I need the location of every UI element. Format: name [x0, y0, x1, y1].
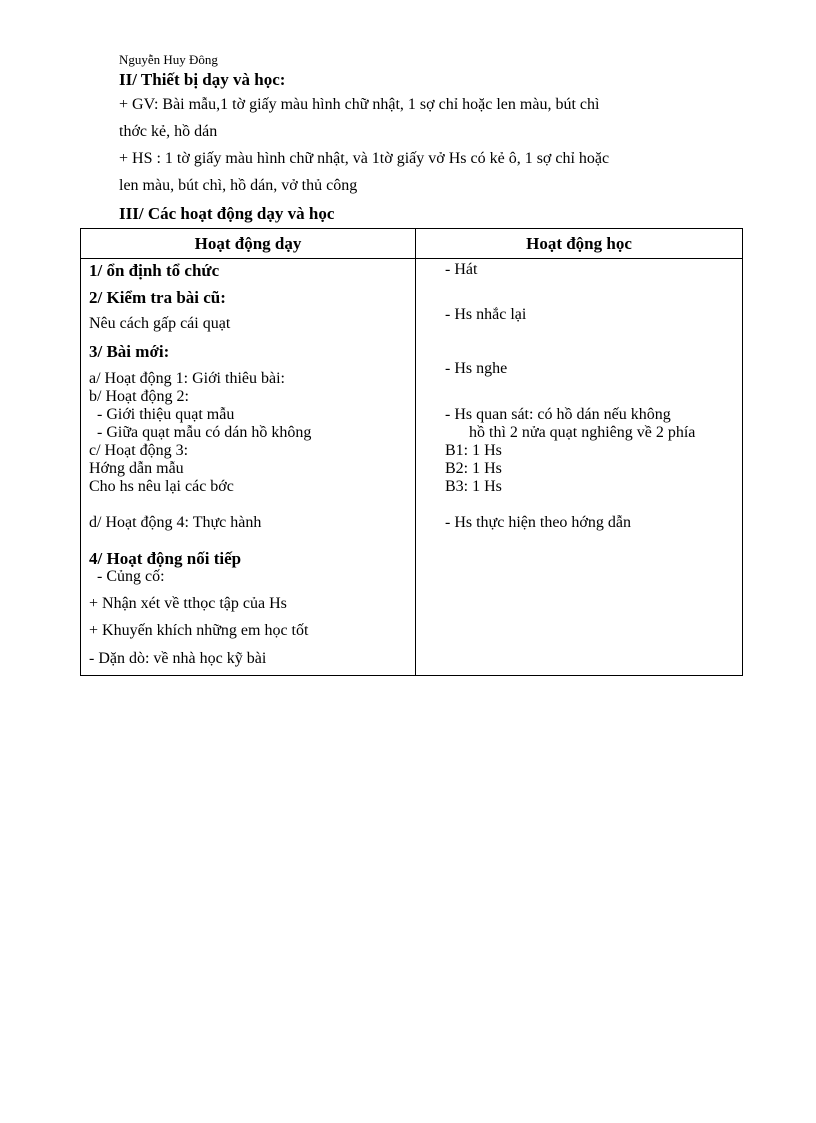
teacher-line: - Giữa quạt mẫu có dán hồ không [97, 424, 312, 441]
teacher-line: - Dặn dò: về nhà học kỹ bài [89, 650, 267, 667]
author-name: Nguyễn Huy Đông [119, 52, 218, 67]
teacher-line: - Giới thiệu quạt mẫu [97, 406, 235, 423]
student-line: - Hs thực hiện theo hớng dẫn [445, 514, 631, 531]
student-line: B1: 1 Hs [445, 442, 502, 459]
section-2-heading: II/ Thiết bị dạy và học: [119, 70, 286, 89]
activities-table [80, 228, 743, 676]
teacher-line: + Nhận xét về tthọc tập của Hs [89, 595, 287, 612]
student-activities-cell [416, 259, 742, 675]
student-line: - Hs quan sát: có hồ dán nếu không [445, 406, 671, 423]
teacher-line: - Củng cố: [97, 568, 165, 585]
teacher-line: b/ Hoạt động 2: [89, 388, 189, 405]
header-teacher-activities: Hoạt động dạy [81, 229, 416, 259]
teacher-step-3: 3/ Bài mới: [89, 342, 170, 361]
section-2-line-4: len màu, bút chì, hồ dán, vở thủ công [119, 177, 358, 194]
teacher-line: Nêu cách gấp cái quạt [89, 315, 231, 332]
teacher-line: + Khuyến khích những em học tốt [89, 622, 309, 639]
student-line: B3: 1 Hs [445, 478, 502, 495]
student-line: - Hát [445, 261, 478, 278]
teacher-step-1: 1/ ổn định tổ chức [89, 261, 220, 280]
header-student-activities: Hoạt động học [416, 229, 743, 259]
student-line: - Hs nhắc lại [445, 306, 527, 323]
student-line: hồ thì 2 nửa quạt nghiêng về 2 phía [469, 424, 696, 441]
teacher-step-2: 2/ Kiểm tra bài cũ: [89, 288, 226, 307]
teacher-line: a/ Hoạt động 1: Giới thiêu bài: [89, 370, 285, 387]
student-line: B2: 1 Hs [445, 460, 502, 477]
teacher-line: Cho hs nêu lại các bớc [89, 478, 234, 495]
teacher-step-4: 4/ Hoạt động nối tiếp [89, 549, 242, 568]
student-line: - Hs nghe [445, 360, 508, 377]
teacher-activities-cell [81, 259, 415, 675]
section-2-line-1: + GV: Bài mẫu,1 tờ giấy màu hình chữ nhật, 1 sợ chỉ hoặc len màu, bút chì [119, 96, 600, 113]
teacher-line: c/ Hoạt động 3: [89, 442, 189, 459]
section-2-line-2: thớc kẻ, hồ dán [119, 123, 218, 140]
teacher-line: Hớng dẫn mẫu [89, 460, 184, 477]
section-3-heading: III/ Các hoạt động dạy và học [119, 204, 335, 223]
teacher-line: d/ Hoạt động 4: Thực hành [89, 514, 262, 531]
section-2-line-3: + HS : 1 tờ giấy màu hình chữ nhật, và 1tờ giấy vở Hs có kẻ ô, 1 sợ chỉ hoặc [119, 150, 610, 167]
